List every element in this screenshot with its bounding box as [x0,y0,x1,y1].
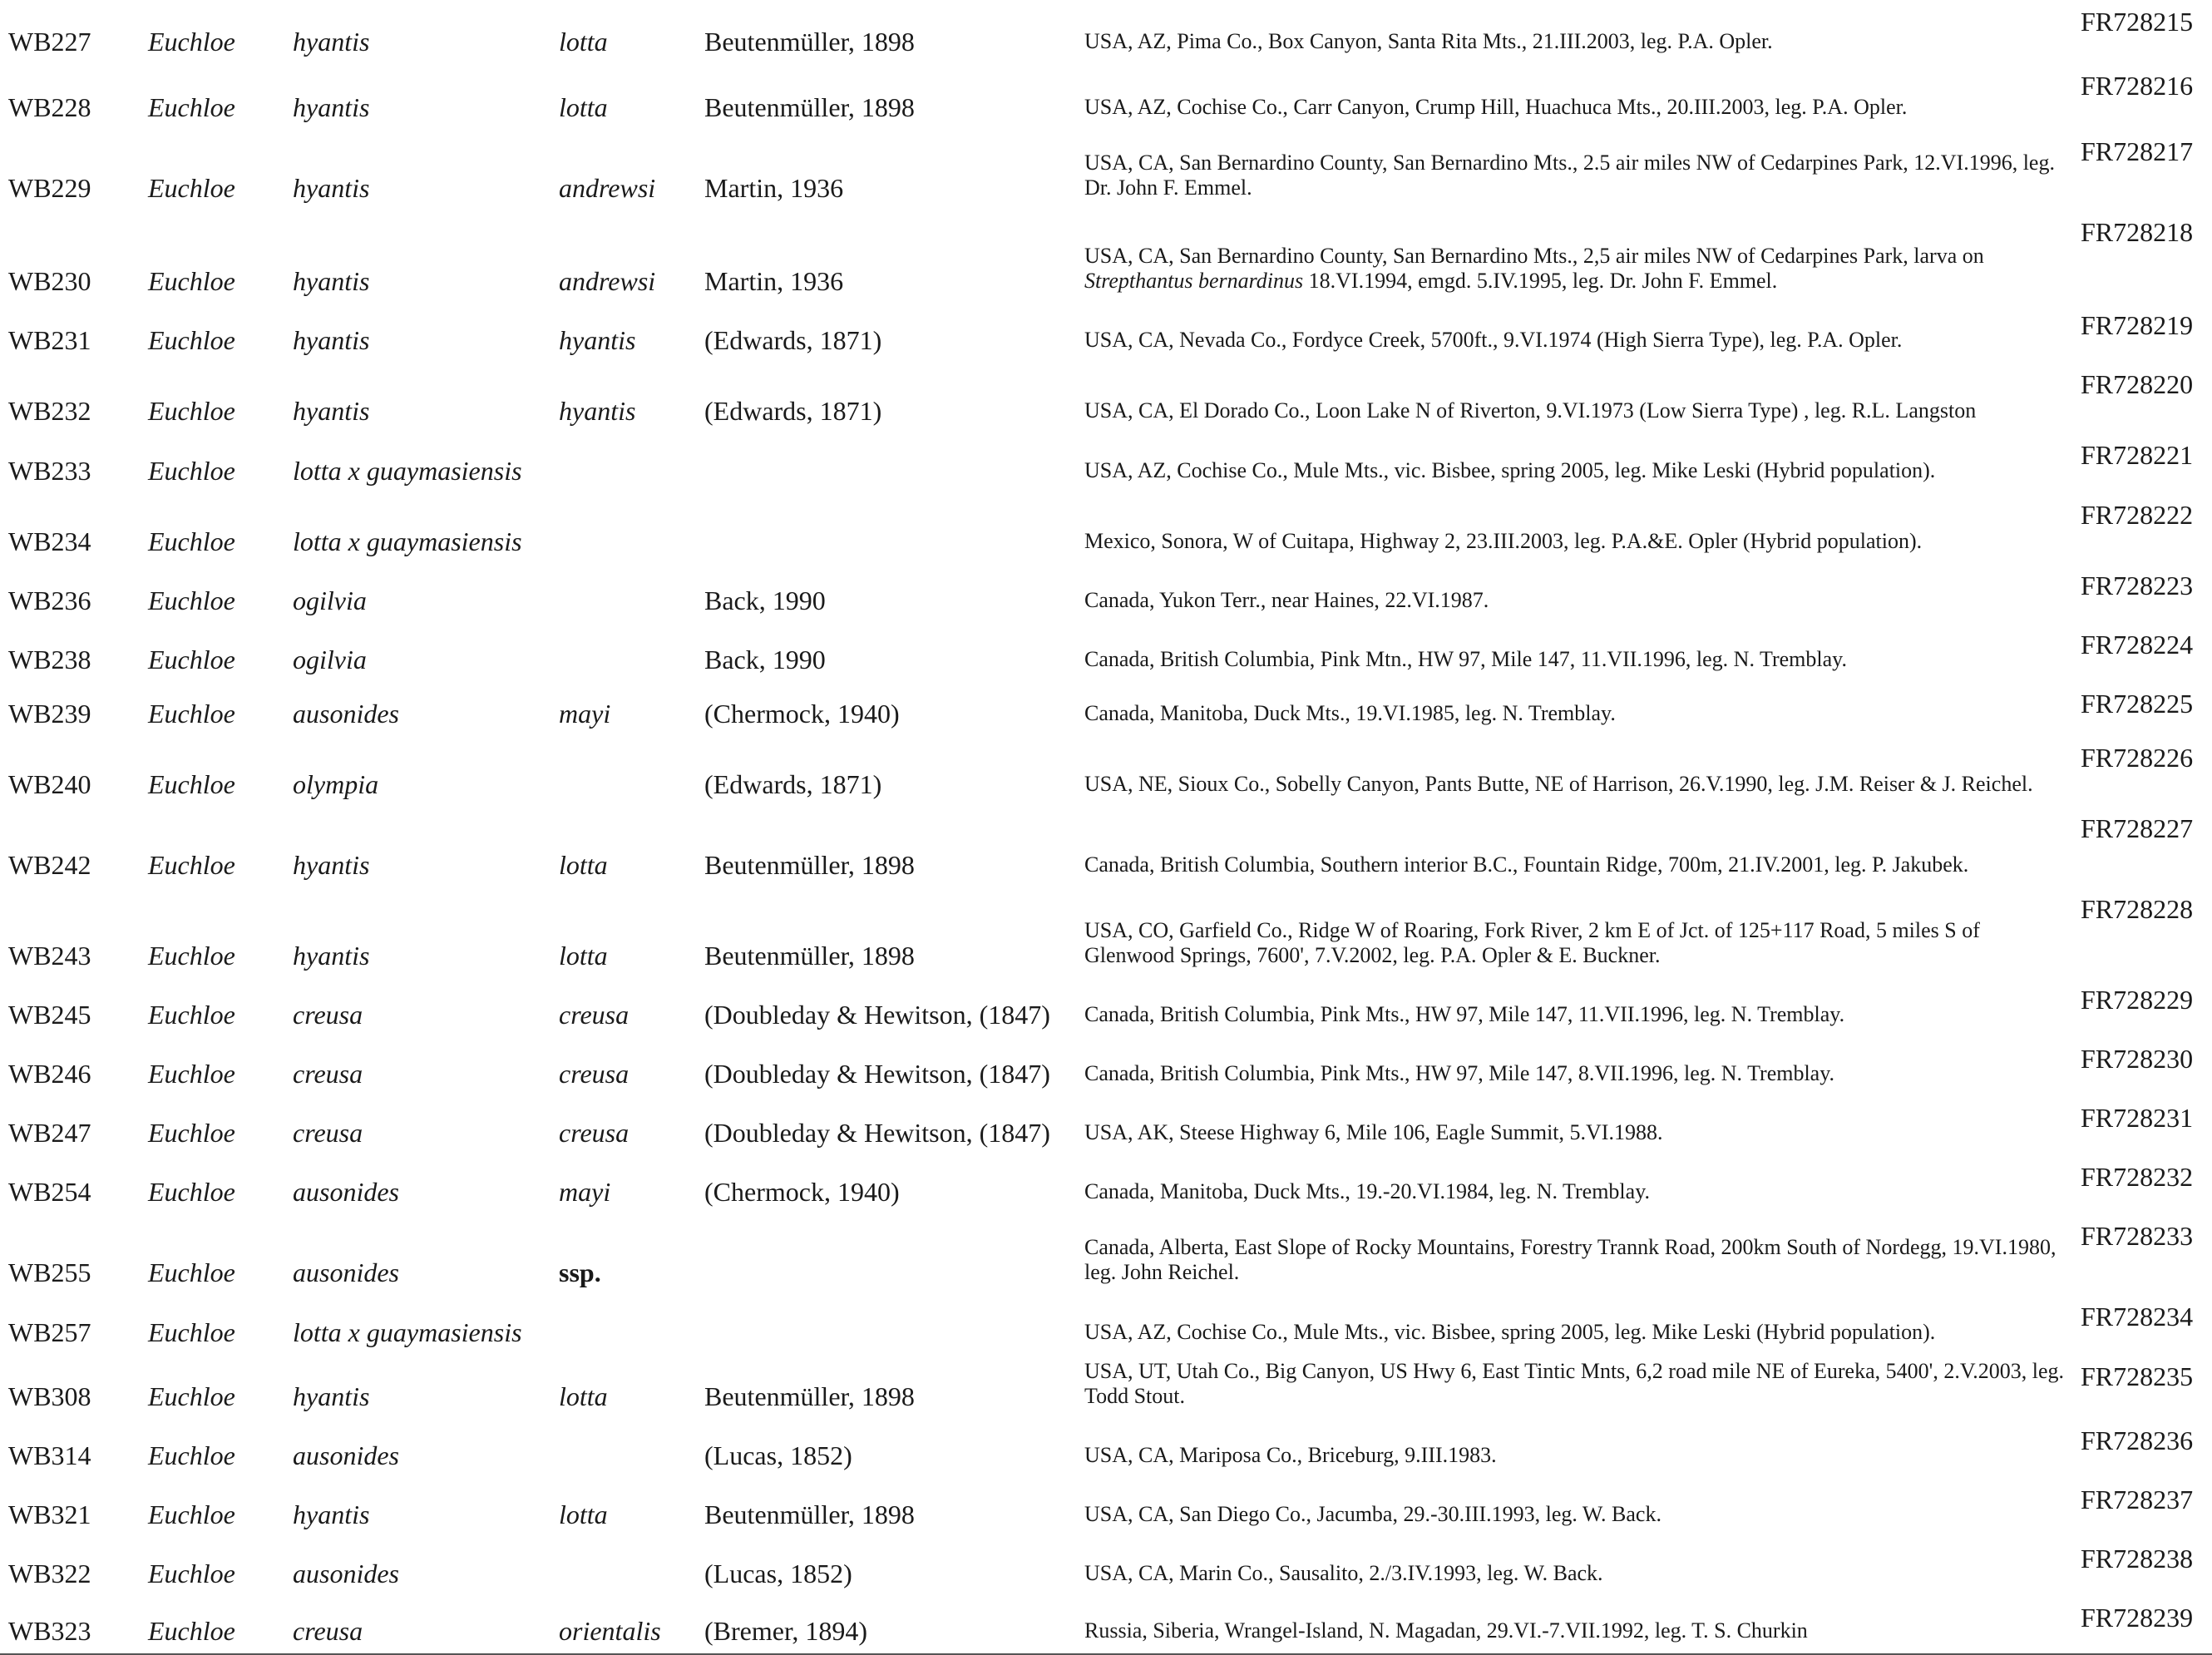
subspecies-cell [559,1537,704,1596]
accession-number-cell: FR728227 [2081,813,2194,843]
specimen-id-cell: WB246 [8,1059,91,1089]
table-row [0,1096,2212,1155]
author-cell: Beutenmüller, 1898 [704,941,915,971]
species-cell: lotta x guaymasiensis [293,456,522,486]
author-cell: Beutenmüller, 1898 [704,1499,915,1529]
table-row [0,64,2212,130]
subspecies-cell: lotta [559,850,608,880]
accession-number-cell: FR728215 [2081,7,2194,37]
subspecies-cell: lotta [559,27,608,57]
genus-cell: Euchloe [148,585,235,615]
species-cell: lotta x guaymasiensis [293,526,522,556]
species-cell: lotta x guaymasiensis [293,1317,522,1347]
species-cell: creusa [293,1059,363,1089]
subspecies-cell [559,736,704,807]
genus-cell: Euchloe [148,266,235,296]
genus-cell: Euchloe [148,1499,235,1529]
author-cell: Back, 1990 [704,585,826,615]
specimen-id-cell: WB314 [8,1440,91,1470]
subspecies-cell: lotta [559,92,608,122]
accession-number-cell: FR728230 [2081,1044,2194,1074]
species-cell: creusa [293,1000,363,1030]
species-cell: ausonides [293,699,399,729]
table-row [0,623,2212,682]
author-cell: (Chermock, 1940) [704,699,900,729]
genus-cell: Euchloe [148,1440,235,1470]
specimen-id-cell: WB232 [8,396,91,426]
genus-cell: Euchloe [148,850,235,880]
table-row [0,1419,2212,1478]
accession-number-cell: FR728220 [2081,369,2194,399]
genus-cell: Euchloe [148,941,235,971]
genus-cell: Euchloe [148,1000,235,1030]
species-cell: creusa [293,1118,363,1148]
locality-cell: Canada, British Columbia, Pink Mtn., HW 97, Mile 147, 11.VII.1996, leg. N. Tremblay. [1084,647,1847,671]
accession-number-cell: FR728228 [2081,894,2194,924]
species-cell: hyantis [293,941,370,971]
author-cell: Beutenmüller, 1898 [704,850,915,880]
locality-cell: USA, AZ, Cochise Co., Carr Canyon, Crump Hill, Huachuca Mts., 20.III.2003, leg. P.A. Opler. [1084,95,1908,119]
author-cell: (Chermock, 1940) [704,1177,900,1207]
accession-number-cell: FR728223 [2081,571,2194,600]
author-cell: Beutenmüller, 1898 [704,1381,915,1411]
author-cell [704,493,1084,564]
author-cell: (Doubleday & Hewitson, (1847) [704,1000,1050,1030]
locality-cell: Canada, Manitoba, Duck Mts., 19.VI.1985, leg. N. Tremblay. [1084,701,1616,725]
table-row [0,1478,2212,1537]
locality-text: USA, CA, San Bernardino County, San Bernardino Mts., 2,5 air miles NW of Cedarpines Park, larva on [1084,244,1984,268]
accession-number-cell: FR728234 [2081,1302,2194,1331]
table-row [0,0,2212,64]
author-cell: Back, 1990 [704,645,826,674]
accession-number-cell: FR728219 [2081,310,2194,340]
locality-cell: Russia, Siberia, Wrangel-Island, N. Magadan, 29.VI.-7.VII.1992, leg. T. S. Churkin [1084,1596,2081,1654]
accession-number-cell: FR728226 [2081,743,2194,773]
locality-text: 18.VI.1994, emgd. 5.IV.1995, leg. Dr. John F. Emmel. [1303,269,1778,293]
specimen-id-cell: WB322 [8,1559,91,1588]
genus-cell: Euchloe [148,1177,235,1207]
accession-number-cell: FR728229 [2081,985,2194,1015]
accession-number-cell: FR728218 [2081,217,2194,247]
genus-cell: Euchloe [148,1559,235,1588]
genus-cell: Euchloe [148,645,235,674]
locality-cell: USA, CA, El Dorado Co., Loon Lake N of Riverton, 9.VI.1973 (Low Sierra Type) , leg. R.L. Langston [1084,398,1977,422]
accession-number-cell: FR728232 [2081,1162,2194,1192]
table-row [0,978,2212,1037]
subspecies-cell: orientalis [559,1596,704,1654]
species-cell: creusa [293,1596,559,1654]
species-cell: hyantis [293,325,370,355]
species-cell: hyantis [293,266,370,296]
author-cell: (Lucas, 1852) [704,1559,852,1588]
species-cell: ausonides [293,1177,399,1207]
table-row [0,1214,2212,1295]
subspecies-cell: creusa [559,1118,630,1148]
species-cell: hyantis [293,1499,370,1529]
species-cell: hyantis [293,27,370,57]
specimen-id-cell: WB247 [8,1118,91,1148]
specimen-id-cell: WB323 [0,1596,148,1654]
accession-number-cell: FR728235 [2081,1361,2194,1391]
specimen-id-cell: WB321 [8,1499,91,1529]
subspecies-cell: hyantis [559,396,636,426]
genus-cell: Euchloe [148,1317,235,1347]
specimen-id-cell: WB254 [8,1177,91,1207]
species-cell: ausonides [293,1440,399,1470]
table-row [0,1155,2212,1214]
specimen-id-cell: WB255 [8,1257,91,1287]
specimen-id-cell: WB227 [8,27,91,57]
specimen-id-cell: WB228 [8,92,91,122]
species-cell: ogilvia [293,645,367,674]
locality-cell: USA, CA, Nevada Co., Fordyce Creek, 5700ft., 9.VI.1974 (High Sierra Type), leg. P.A. Opler. [1084,328,1903,352]
accession-number-cell: FR728221 [2081,440,2194,470]
subspecies-cell: lotta [559,941,608,971]
subspecies-cell: lotta [559,1381,608,1411]
specimen-id-cell: WB240 [8,769,91,799]
genus-cell: Euchloe [148,396,235,426]
subspecies-cell [559,623,704,682]
genus-cell: Euchloe [148,325,235,355]
table-row [0,682,2212,736]
genus-cell: Euchloe [148,1381,235,1411]
table-row [0,433,2212,493]
genus-cell: Euchloe [148,1059,235,1089]
locality-cell: USA, UT, Utah Co., Big Canyon, US Hwy 6, East Tintic Mnts, 6,2 road mile NE of Eureka, 5400', 2.V.2003, leg. Todd Stout. [1084,1359,2065,1408]
subspecies-cell: andrewsi [559,173,656,203]
locality-cell: Canada, British Columbia, Pink Mts., HW 97, Mile 147, 11.VII.1996, leg. N. Tremblay. [1084,1002,1845,1026]
subspecies-cell [559,493,704,564]
specimen-id-cell: WB243 [8,941,91,971]
locality-cell: USA, AK, Steese Highway 6, Mile 106, Eagle Summit, 5.VI.1988. [1084,1120,1663,1144]
locality-cell [1084,210,2081,304]
author-cell: (Doubleday & Hewitson, (1847) [704,1059,1050,1089]
subspecies-cell: hyantis [559,325,636,355]
accession-number-cell: FR728231 [2081,1103,2194,1133]
locality-cell: USA, CO, Garfield Co., Ridge W of Roaring, Fork River, 2 km E of Jct. of 125+117 Road, 5 miles S of Glenwood Springs, 7600', 7.V.2002, leg. P.A. Opler & E. Buckner. [1084,918,1980,967]
locality-cell: Mexico, Sonora, W of Cuitapa, Highway 2, 23.III.2003, leg. P.A.&E. Opler (Hybrid population). [1084,529,1923,553]
subspecies-cell [559,564,704,623]
locality-cell: USA, CA, San Bernardino County, San Bernardino Mts., 2.5 air miles NW of Cedarpines Park, 12.VI.1996, leg. Dr. John F. Emmel. [1084,151,2055,200]
table-row [0,1355,2212,1419]
specimen-id-cell: WB233 [8,456,91,486]
accession-number-cell: FR728237 [2081,1485,2194,1514]
species-cell: hyantis [293,396,370,426]
specimen-id-cell: WB257 [8,1317,91,1347]
author-cell: Martin, 1936 [704,173,844,203]
subspecies-cell: andrewsi [559,266,656,296]
specimen-id-cell: WB230 [8,266,91,296]
subspecies-cell: mayi [559,699,611,729]
locality-cell: Canada, Alberta, East Slope of Rocky Mountains, Forestry Trannk Road, 200km South of Nordegg, 19.VI.1980, leg. John Reichel. [1084,1235,2056,1284]
accession-number-cell: FR728238 [2081,1544,2194,1573]
subspecies-cell [559,433,704,493]
table-row [0,1037,2212,1096]
species-cell: hyantis [293,92,370,122]
table-row [0,363,2212,433]
accession-number-cell: FR728216 [2081,71,2194,101]
table-row [0,887,2212,978]
author-cell: Beutenmüller, 1898 [704,92,915,122]
genus-cell: Euchloe [148,1596,293,1654]
locality-cell: Canada, British Columbia, Pink Mts., HW 97, Mile 147, 8.VII.1996, leg. N. Tremblay. [1084,1061,1835,1085]
species-cell: hyantis [293,1381,370,1411]
table-row [0,1295,2212,1355]
locality-cell: USA, CA, Mariposa Co., Briceburg, 9.III.1983. [1084,1443,1497,1467]
author-cell: (Edwards, 1871) [704,396,882,426]
author-cell [704,433,1084,493]
species-cell: hyantis [293,173,370,203]
genus-cell: Euchloe [148,1118,235,1148]
genus-cell: Euchloe [148,92,235,122]
genus-cell: Euchloe [148,699,235,729]
specimen-id-cell: WB229 [8,173,91,203]
species-cell: ausonides [293,1257,399,1287]
specimen-id-cell: WB231 [8,325,91,355]
species-cell: ausonides [293,1559,399,1588]
subspecies-cell [559,1419,704,1478]
accession-number-cell: FR728225 [2081,689,2194,719]
table-row [0,564,2212,623]
genus-cell: Euchloe [148,1257,235,1287]
author-cell: (Edwards, 1871) [704,769,882,799]
specimen-id-cell: WB236 [8,585,91,615]
subspecies-cell: mayi [559,1177,611,1207]
locality-cell: USA, CA, Marin Co., Sausalito, 2./3.IV.1993, leg. W. Back. [1084,1561,1603,1585]
accession-number-cell: FR728233 [2081,1221,2194,1251]
table-row [0,493,2212,564]
table-row [0,807,2212,887]
locality-cell: Canada, British Columbia, Southern interior B.C., Fountain Ridge, 700m, 21.IV.2001, leg. P. Jakubek. [1084,852,1969,877]
subspecies-cell: ssp. [559,1257,601,1287]
table-row [0,736,2212,807]
locality-cell: USA, AZ, Pima Co., Box Canyon, Santa Rita Mts., 21.III.2003, leg. P.A. Opler. [1084,29,1773,53]
table-row [0,304,2212,363]
accession-number-cell: FR728224 [2081,630,2194,660]
accession-number-cell: FR728236 [2081,1425,2194,1455]
table-row [0,1596,2212,1654]
author-cell: Martin, 1936 [704,266,844,296]
specimen-id-cell: WB242 [8,850,91,880]
author-cell: (Edwards, 1871) [704,325,882,355]
table-row [0,210,2212,304]
genus-cell: Euchloe [148,456,235,486]
locality-cell: USA, CA, San Diego Co., Jacumba, 29.-30.III.1993, leg. W. Back. [1084,1502,1661,1526]
author-cell [704,1295,1084,1355]
accession-number-cell: FR728222 [2081,500,2194,530]
host-plant-name: Strepthantus bernardinus [1084,269,1304,293]
specimen-id-cell: WB234 [8,526,91,556]
specimen-id-cell: WB308 [8,1381,91,1411]
locality-cell: USA, AZ, Cochise Co., Mule Mts., vic. Bisbee, spring 2005, leg. Mike Leski (Hybrid population). [1084,1320,1936,1344]
author-cell: Beutenmüller, 1898 [704,27,915,57]
species-cell: olympia [293,769,379,799]
table-row [0,130,2212,210]
specimen-id-cell: WB239 [8,699,91,729]
table-row [0,1537,2212,1596]
locality-cell: USA, AZ, Cochise Co., Mule Mts., vic. Bisbee, spring 2005, leg. Mike Leski (Hybrid population). [1084,458,1936,482]
author-cell: (Doubleday & Hewitson, (1847) [704,1118,1050,1148]
accession-number-cell: FR728239 [2081,1596,2212,1654]
author-cell: (Lucas, 1852) [704,1440,852,1470]
specimen-id-cell: WB245 [8,1000,91,1030]
locality-cell: Canada, Yukon Terr., near Haines, 22.VI.1987. [1084,588,1489,612]
species-cell: ogilvia [293,585,367,615]
subspecies-cell: lotta [559,1499,608,1529]
subspecies-cell: creusa [559,1000,630,1030]
genus-cell: Euchloe [148,27,235,57]
genus-cell: Euchloe [148,769,235,799]
accession-number-cell: FR728217 [2081,136,2194,166]
genus-cell: Euchloe [148,526,235,556]
species-cell: hyantis [293,850,370,880]
author-cell [704,1214,1084,1295]
locality-cell: USA, NE, Sioux Co., Sobelly Canyon, Pants Butte, NE of Harrison, 26.V.1990, leg. J.M. Reiser & J. Reichel. [1084,772,2033,796]
genus-cell: Euchloe [148,173,235,203]
subspecies-cell [559,1295,704,1355]
locality-cell: Canada, Manitoba, Duck Mts., 19.-20.VI.1984, leg. N. Tremblay. [1084,1179,1651,1203]
author-cell: (Bremer, 1894) [704,1596,1084,1654]
subspecies-cell: creusa [559,1059,630,1089]
specimen-id-cell: WB238 [8,645,91,674]
